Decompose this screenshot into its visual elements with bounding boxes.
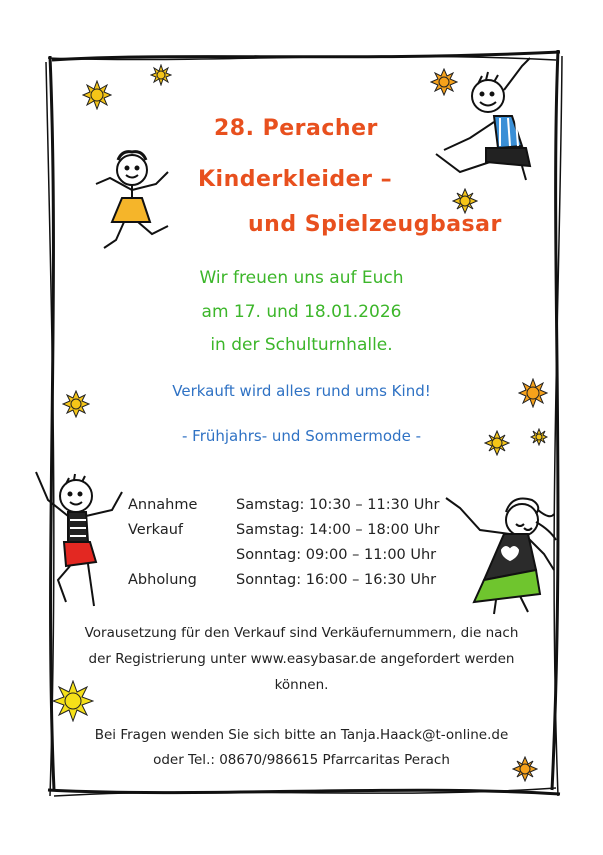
schedule-time: Samstag: 14:00 – 18:00 Uhr	[236, 522, 440, 538]
schedule-time: Sonntag: 16:00 – 16:30 Uhr	[236, 572, 437, 588]
stick-girl-yellow-dress-icon	[90, 148, 190, 258]
schedule-label: Annahme	[128, 497, 198, 513]
sun-icon	[82, 80, 112, 110]
intro-line-3: in der Schulturnhalle.	[210, 335, 393, 355]
stick-girl-green-dress-icon	[440, 480, 560, 620]
contact-line-1: Bei Fragen wenden Sie sich bitte an Tanja.Haack@t-online.de	[94, 727, 509, 743]
intro-line-2: am 17. und 18.01.2026	[201, 302, 402, 322]
schedule-label: Abholung	[128, 572, 197, 588]
schedule-time: Samstag: 10:30 – 11:30 Uhr	[236, 497, 440, 513]
title-line-2: Kinderkleider –	[198, 167, 393, 192]
requirements-line-2: der Registrierung unter www.easybasar.de angefordert werden	[88, 651, 515, 667]
stick-boy-blue-shirt-icon	[430, 56, 540, 186]
title-line-1: 28. Peracher	[214, 116, 378, 141]
sun-icon	[452, 188, 478, 214]
sun-icon	[150, 64, 172, 86]
sale-line-1: Verkauft wird alles rund ums Kind!	[172, 382, 431, 400]
contact-line-2: oder Tel.: 08670/986615 Pfarrcaritas Perach	[153, 752, 450, 768]
requirements-line-1: Vorausetzung für den Verkauf sind Verkäufernummern, die nach	[84, 625, 519, 641]
stick-boy-red-shorts-icon	[28, 470, 128, 610]
requirements-line-3: können.	[274, 677, 329, 693]
schedule-time: Sonntag: 09:00 – 11:00 Uhr	[236, 547, 437, 563]
intro-line-1: Wir freuen uns auf Euch	[199, 268, 404, 288]
schedule-label: Verkauf	[128, 522, 183, 538]
title-line-3: und Spielzeugbasar	[248, 212, 502, 237]
sale-line-2: - Frühjahrs- und Sommermode -	[181, 427, 421, 445]
